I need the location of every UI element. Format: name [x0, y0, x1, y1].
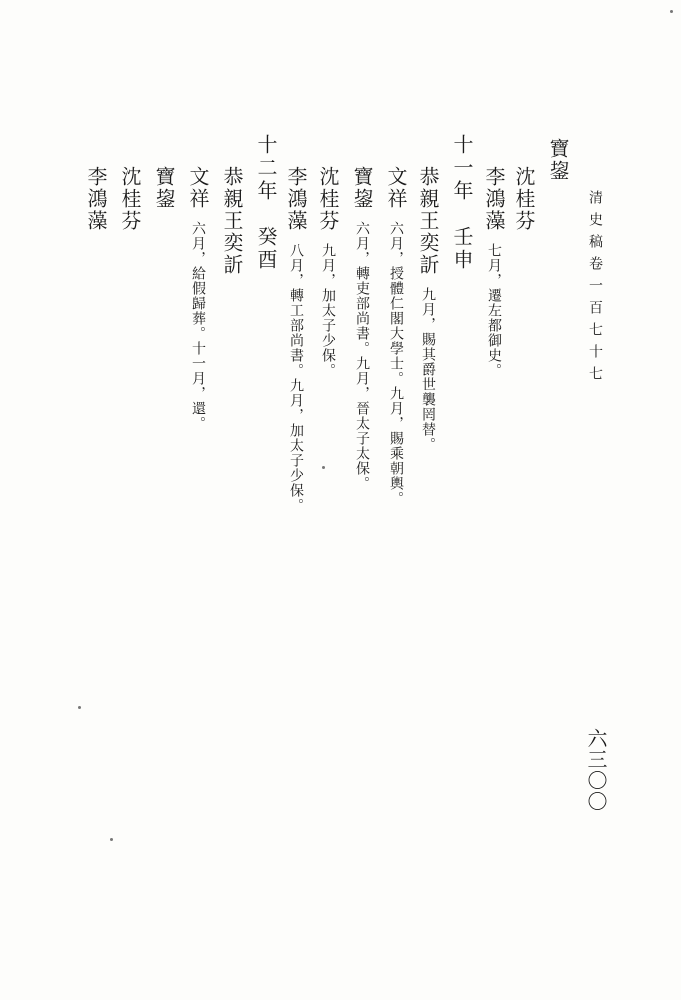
table-row: [188, 166, 208, 431]
table-row: [352, 166, 372, 491]
table-row: [514, 166, 534, 232]
scan-speck: [670, 10, 673, 13]
table-row: [418, 166, 438, 452]
appointment-note: 九月，賜其爵世襲罔替。: [420, 287, 436, 453]
official-name: 寶鋆: [546, 138, 570, 182]
ganzhi-label: 壬申: [450, 226, 474, 273]
table-row: [318, 166, 338, 378]
table-row: [386, 166, 406, 506]
official-name: 李鴻藻: [482, 166, 506, 232]
official-name: 寶鋆: [152, 166, 176, 210]
table-row: [86, 166, 106, 232]
official-name: 李鴻藻: [84, 166, 108, 232]
official-name: 寶鋆: [350, 166, 374, 210]
appointment-note: 六月，轉吏部尚書。九月，晉太子太保。: [354, 221, 370, 492]
official-name: 沈桂芬: [118, 166, 142, 232]
scan-speck: [322, 466, 325, 469]
table-row: [120, 166, 140, 232]
table-row: [484, 166, 504, 378]
official-name: 恭親王奕訢: [416, 166, 440, 276]
official-name: 文祥: [186, 166, 210, 210]
running-header: 清史稿卷一百七十七: [587, 190, 603, 388]
table-row: [548, 138, 568, 182]
appointment-note: 九月，加太子少保。: [320, 243, 336, 379]
year-label: 十二年: [254, 134, 278, 203]
scan-speck: [78, 706, 81, 709]
year-label: 十一年: [450, 134, 474, 203]
appointment-note: 七月，遷左都御史。: [486, 243, 502, 379]
page-number: 六三〇〇: [584, 728, 608, 812]
official-name: 李鴻藻: [284, 166, 308, 232]
official-name: 文祥: [384, 166, 408, 210]
scan-speck: [110, 838, 113, 841]
official-name: 沈桂芬: [512, 166, 536, 232]
table-row: [222, 166, 242, 276]
table-row: [154, 166, 174, 210]
table-row: [286, 166, 306, 513]
ganzhi-label: 癸酉: [254, 226, 278, 273]
year-heading: [452, 134, 472, 272]
year-heading: [256, 134, 276, 272]
appointment-note: 六月，授體仁閣大學士。九月，賜乘朝輿。: [388, 221, 404, 507]
official-name: 沈桂芬: [316, 166, 340, 232]
appointment-note: 六月，給假歸葬。十一月，還。: [190, 221, 206, 432]
official-name: 恭親王奕訢: [220, 166, 244, 276]
appointment-note: 八月，轉工部尚書。九月，加太子少保。: [288, 243, 304, 514]
